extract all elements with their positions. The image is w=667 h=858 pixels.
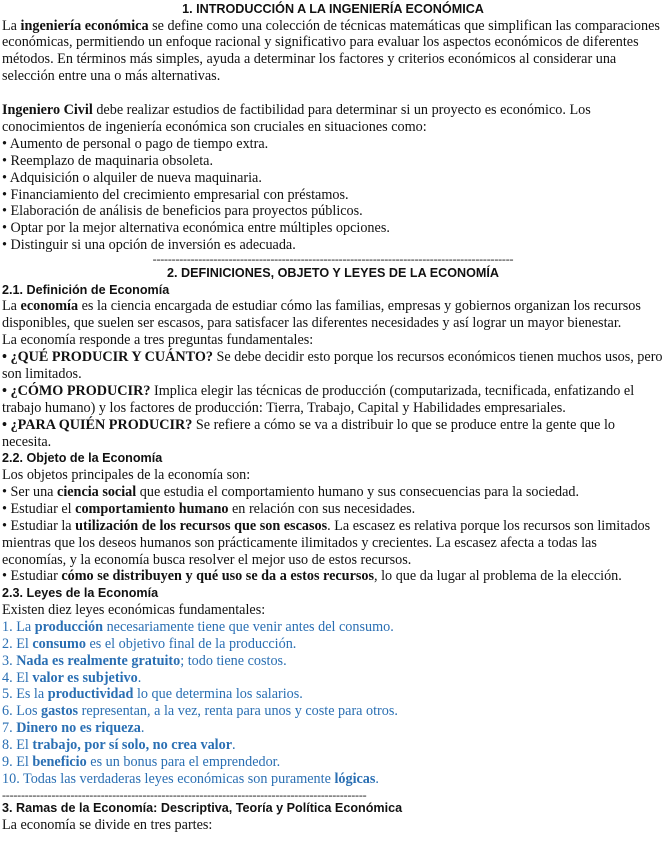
objects-intro: Los objetos principales de la economía son: (2, 467, 251, 484)
list-item: • Distinguir si una opción de inversión es adecuada. (2, 237, 296, 254)
section-3-intro: La economía se divide en tres partes: (2, 816, 213, 833)
civil-engineer-paragraph: Ingeniero Civil debe realizar estudios de factibilidad para determinar si un proyecto es económico. Los conocimientos de ingeniería económica son cruciales en situaciones como: (2, 102, 591, 135)
law-item: 4. El valor es subjetivo. (2, 669, 142, 686)
law-item: 10. Todas las verdaderas leyes económicas son puramente lógicas. (2, 771, 379, 788)
questions-intro: La economía responde a tres preguntas fundamentales: (2, 332, 314, 349)
law-item: 6. Los gastos representan, a la vez, renta para unos y coste para otros. (2, 703, 398, 720)
list-item: • Reemplazo de maquinaria obsoleta. (2, 152, 214, 169)
section-separator: ----------------------------------------------------------------------------------------------- (152, 254, 514, 265)
document-page (2, 0, 664, 833)
list-item: • Adquisición o alquiler de nueva maquinaria. (2, 169, 262, 186)
object-item: • Estudiar cómo se distribuyen y qué uso se da a estos recursos, lo que da lugar al problema de la elección. (2, 568, 622, 585)
list-item: • Aumento de personal o pago de tiempo extra. (2, 135, 269, 152)
section-2-title: 2. DEFINICIONES, OBJETO Y LEYES DE LA ECONOMÍA (167, 266, 499, 281)
subsection-2-2-title: 2.2. Objeto de la Economía (2, 451, 163, 466)
question-how: • ¿CÓMO PRODUCIR? Implica elegir las técnicas de producción (computarizada, tecnificada, enfatizando el trabajo humano) y los factores de producción: Tierra, Trabajo, Capital y Habilidades empresariales. (2, 382, 635, 416)
question-for-whom: • ¿PARA QUIÉN PRODUCIR? Se refiere a cómo se va a distribuir lo que se produce entre la gente que lo necesita. (2, 416, 616, 450)
economy-definition: La economía es la ciencia encargada de estudiar cómo las familias, empresas y gobiernos organizan los recursos disponibles, que suelen ser escasos, para satisfacer las diferentes necesidades y así lograr un mayor bienestar. (2, 298, 641, 332)
subsection-2-3-title: 2.3. Leyes de la Economía (2, 586, 159, 601)
law-item: 9. El beneficio es un bonus para el emprendedor. (2, 754, 281, 771)
list-item: • Financiamiento del crecimiento empresarial con préstamos. (2, 186, 349, 203)
list-item: • Optar por la mejor alternativa económica entre múltiples opciones. (2, 220, 390, 237)
law-item: 3. Nada es realmente gratuito; todo tiene costos. (2, 652, 287, 669)
situations-list (2, 136, 664, 254)
law-item: 5. Es la productividad lo que determina los salarios. (2, 686, 303, 703)
laws-list (2, 619, 664, 788)
law-item: 1. La producción necesariamente tiene que venir antes del consumo. (2, 618, 394, 635)
law-item: 7. Dinero no es riqueza. (2, 720, 145, 737)
laws-intro: Existen diez leyes económicas fundamentales: (2, 601, 266, 618)
object-item: • Estudiar el comportamiento humano en relación con sus necesidades. (2, 500, 416, 517)
spacer (2, 85, 664, 102)
object-item: • Estudiar la utilización de los recursos que son escasos. La escasez es relativa porque los recursos son limitados mientras que los deseos humanos son prácticamente ilimitados y crecientes. La escasez afecta a todas las economías, y la economía busca resolver el mejor uso de estos recursos. (2, 517, 651, 568)
section-3-title: 3. Ramas de la Economía: Descriptiva, Teoría y Política Económica (2, 800, 403, 815)
law-item: 2. El consumo es el objetivo final de la producción. (2, 635, 297, 652)
intro-paragraph: La ingeniería económica se define como una colección de técnicas matemáticas que simplifican las comparaciones económicas, permitiendo un enfoque racional y significativo para evaluar los aspectos económicos de diferentes métodos. En términos más simples, ayuda a determinar los factores y criterios económicos al considerar una selección entre una o más alternativas. (2, 17, 660, 85)
list-item: • Elaboración de análisis de beneficios para proyectos públicos. (2, 203, 363, 220)
question-what: • ¿QUÉ PRODUCIR Y CUÁNTO? Se debe decidir esto porque los recursos económicos tienen muchos usos, pero son limitados. (2, 348, 663, 382)
section-1-title: 1. INTRODUCCIÓN A LA INGENIERÍA ECONÓMICA (182, 2, 484, 16)
section-separator: ------------------------------------------------------------------------------------------------ (2, 789, 367, 800)
subsection-2-1-title: 2.1. Definición de Economía (2, 282, 170, 297)
law-item: 8. El trabajo, por sí solo, no crea valor. (2, 737, 236, 754)
object-item: • Ser una ciencia social que estudia el comportamiento humano y sus consecuencias para la sociedad. (2, 483, 580, 500)
